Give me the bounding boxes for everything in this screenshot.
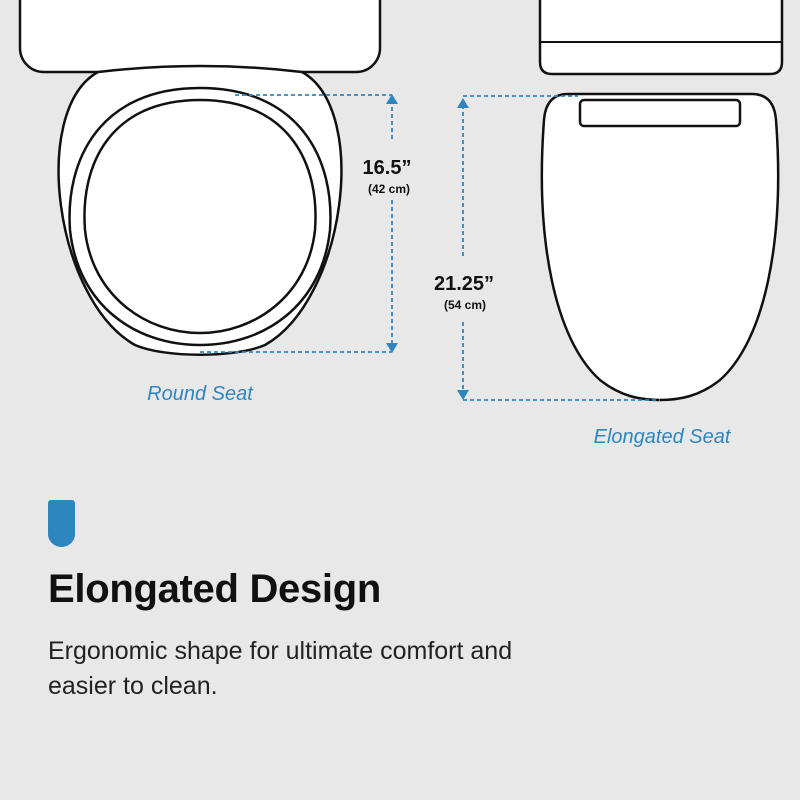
elongated-toilet-tank [540,0,782,74]
round-toilet-tank [20,0,380,72]
round-seat-length-inches: 16.5” [362,157,412,179]
round-seat-length-cm: (42 cm) [367,182,411,196]
round-seat-drawing [59,66,342,355]
feature-description: Ergonomic shape for ultimate comfort and easier to clean. [48,637,513,700]
elongated-seat-length-inches: 21.25” [433,273,495,295]
elongated-seat-drawing [542,94,778,400]
elongated-seat-label: Elongated Seat [593,426,731,448]
elongated-seat-length-cm: (54 cm) [443,298,487,312]
round-seat-label: Round Seat [147,383,253,405]
elongated-seat-icon [48,500,75,547]
feature-title: Elongated Design [48,567,382,611]
feature-block [48,500,748,704]
